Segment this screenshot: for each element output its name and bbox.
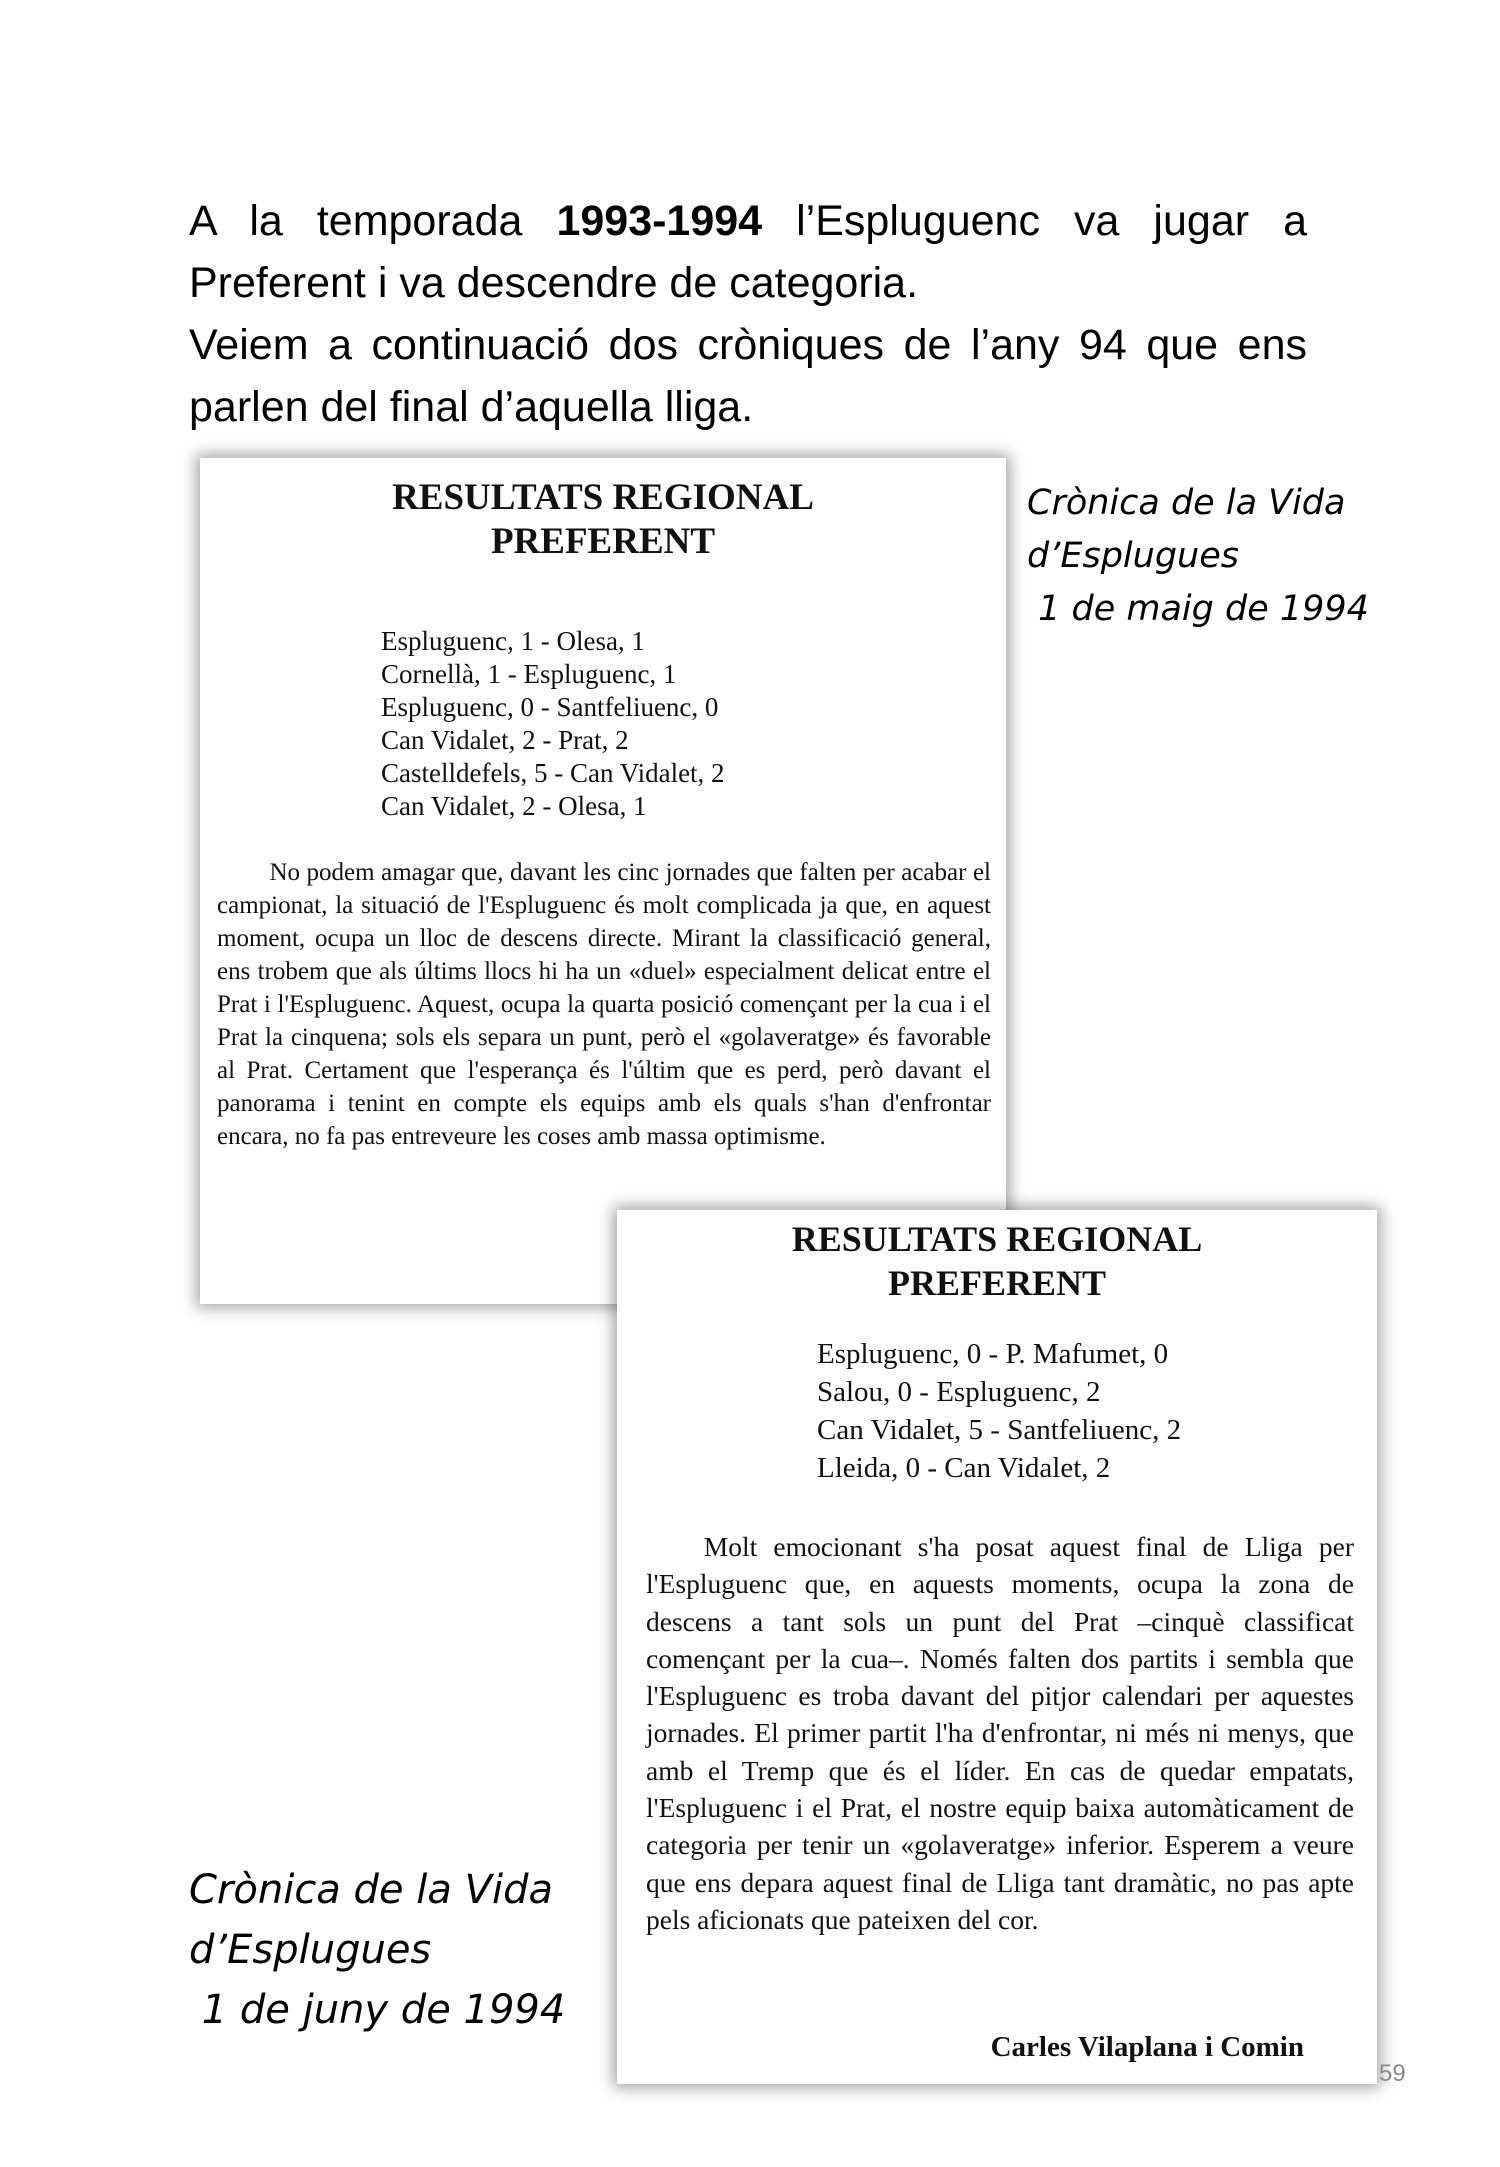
match-result: Castelldefels, 5 - Can Vidalet, 2 [381, 758, 725, 788]
page-number: 59 [1379, 2060, 1406, 2087]
author-signature: Carles Vilaplana i Comin [990, 2031, 1304, 2063]
clipping-title [200, 458, 1006, 564]
match-results-list [817, 1335, 1181, 1487]
intro-text: l’Espluguenc va jugar a [762, 197, 1307, 245]
clipping-title-line: RESULTATS REGIONAL [791, 1219, 1203, 1259]
intro-paragraph [189, 190, 1307, 438]
match-result: Can Vidalet, 2 - Olesa, 1 [381, 791, 647, 821]
intro-line-3: Veiem a continuació dos cròniques de l’any 94 que ens [189, 321, 1307, 369]
clipping-title-line: PREFERENT [490, 521, 716, 562]
clipping-title [617, 1210, 1377, 1305]
intro-text: A la temporada [189, 197, 557, 245]
clipping-body: No podem amagar que, davant les cinc jornades que falten per acabar el campionat, la situació de l'Espluguenc és molt complicada ja que, en aquest moment, ocupa un lloc de descens directe. Mirant la classificació general, ens trobem que als últims llocs hi ha un «duel» especialment delicat entre el Prat i l'Espluguenc. Aquest, ocupa la quarta posició començant per la cua i el Prat la cinquena; sols els separa un punt, però el «golaveratge» és favorable al Prat. Certament que l'esperança és l'últim que es perd, però davant el panorama i tenint en compte els equips amb els quals s'han d'enfrontar encara, no fa pas entreveure les coses amb massa optimisme. [217, 859, 991, 1150]
intro-line-2: Preferent i va descendre de categoria. [189, 259, 919, 307]
match-result: Salou, 0 - Espluguenc, 2 [817, 1376, 1101, 1408]
clipping-title-line: PREFERENT [887, 1263, 1107, 1303]
match-result: Espluguenc, 0 - Santfeliuenc, 0 [381, 692, 719, 722]
caption-line: Crònica de la Vida [189, 1867, 553, 1913]
clipping-body: Molt emocionant s'ha posat aquest final de Lliga per l'Espluguenc que, en aquests moments, ocupa la zona de descens a tant sols un punt del Prat –cinquè classificat començant per la cua–. Només falten dos partits i sembla que l'Espluguenc es troba davant del pitjor calendari per aquestes jornades. El primer partit l'ha d'enfrontar, ni més ni menys, que amb el Tremp que és el líder. En cas de quedar empatats, l'Espluguenc i el Prat, el nostre equip baixa automàticament de categoria per tenir un «golaveratge» inferior. Esperem a veure que ens depara aquest final de Lliga tant dramàtic, no pas apte pels aficionats que pateixen del cor. [646, 1531, 1354, 1935]
match-result: Lleida, 0 - Can Vidalet, 2 [817, 1452, 1111, 1484]
match-results-list [381, 625, 725, 823]
clipping-title-line: RESULTATS REGIONAL [392, 477, 814, 518]
match-result: Can Vidalet, 5 - Santfeliuenc, 2 [817, 1414, 1182, 1446]
match-result: Can Vidalet, 2 - Prat, 2 [381, 725, 629, 755]
match-result: Cornellà, 1 - Espluguenc, 1 [381, 659, 677, 689]
newspaper-clipping-may [200, 458, 1006, 1304]
intro-line-1 [189, 190, 1307, 252]
caption-may [1027, 477, 1369, 636]
caption-june [189, 1860, 565, 2040]
caption-line: Crònica de la Vida [1027, 483, 1346, 523]
caption-line: d’Esplugues [189, 1927, 432, 1973]
newspaper-clipping-june [617, 1210, 1377, 2084]
match-result: Espluguenc, 0 - P. Mafumet, 0 [817, 1338, 1169, 1370]
match-result: Espluguenc, 1 - Olesa, 1 [381, 626, 645, 656]
caption-line: d’Esplugues [1027, 536, 1239, 576]
intro-line-4: parlen del final d’aquella lliga. [189, 383, 754, 431]
season-highlight: 1993-1994 [556, 197, 763, 245]
caption-date: 1 de maig de 1994 [1027, 589, 1369, 629]
caption-date: 1 de juny de 1994 [189, 1987, 566, 2033]
